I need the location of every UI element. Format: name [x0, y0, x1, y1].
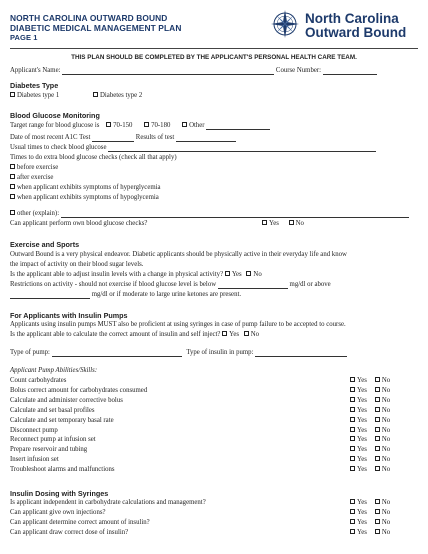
checkbox-icon[interactable] [10, 164, 15, 169]
checkbox-icon[interactable] [350, 377, 355, 382]
checkbox-icon[interactable] [244, 331, 249, 336]
calc-inject-yes-no[interactable]: Yes No [222, 331, 259, 338]
checkbox-icon[interactable] [375, 387, 380, 392]
yes-no-checkboxes[interactable]: Yes No [350, 387, 390, 395]
logo-text-line2: Outward Bound [305, 25, 407, 40]
checkbox-icon[interactable] [350, 446, 355, 451]
checkbox-icon[interactable] [10, 92, 15, 97]
checkbox-icon[interactable] [375, 377, 380, 382]
pump-type-row: Type of pump: Type of insulin in pump: [10, 349, 347, 357]
pump-skill-row: Prepare reservoir and tubing [10, 446, 88, 454]
exercise-heading: Exercise and Sports [10, 240, 80, 249]
diabetes-type1-option[interactable]: Diabetes type 1 [10, 92, 59, 100]
yes-no-checkboxes[interactable]: Yes No [350, 436, 390, 444]
checkbox-icon[interactable] [375, 407, 380, 412]
yes-no-checkboxes[interactable]: Yes No [350, 466, 390, 474]
applicant-name-field[interactable] [62, 68, 274, 75]
notice-text: THIS PLAN SHOULD BE COMPLETED BY THE APPLICANT'S PERSONAL HEALTH CARE TEAM. [71, 54, 357, 61]
pump-skill-row: Calculate and set temporary basal rate [10, 416, 114, 424]
applicant-name-label: Applicant's Name: [10, 67, 61, 74]
checkbox-icon[interactable] [106, 122, 111, 127]
yes-no-checkboxes[interactable]: Yes No [350, 397, 390, 405]
pump-skill-row: Count carbohydrates [10, 377, 67, 384]
pump-skill-row: Insert infusion set [10, 456, 59, 464]
syringe-question-row: Can applicant draw correct dose of insulin? [10, 529, 129, 536]
range-70-150-option[interactable]: 70-150 [106, 122, 132, 129]
checkbox-icon[interactable] [225, 271, 230, 276]
checkbox-icon[interactable] [375, 466, 380, 471]
yes-no-checkboxes[interactable]: Yes No [350, 529, 390, 537]
checkbox-icon[interactable] [375, 519, 380, 524]
extra-hypoglycemia[interactable]: when applicant exhibits symptoms of hypoglycemia [10, 194, 159, 202]
checkbox-icon[interactable] [350, 417, 355, 422]
pump-skill-row: Disconnect pump [10, 426, 58, 434]
diabetes-type2-option[interactable]: Diabetes type 2 [93, 92, 142, 100]
checkbox-icon[interactable] [350, 407, 355, 412]
checkbox-icon[interactable] [375, 446, 380, 451]
checkbox-icon[interactable] [375, 427, 380, 432]
checkbox-icon[interactable] [350, 509, 355, 514]
a1c-row: Date of most recent A1C Test Results of test [10, 134, 236, 142]
checkbox-icon[interactable] [350, 529, 355, 534]
pump-skill-row: Reconnect pump at infusion set [10, 436, 96, 444]
restrictions-row-2: mg/dl or if moderate to large urine ketones are present. [10, 291, 241, 299]
yes-no-checkboxes[interactable]: Yes No [350, 427, 390, 435]
restriction-high-field[interactable] [10, 292, 90, 299]
checkbox-icon[interactable] [350, 499, 355, 504]
pumps-paragraph: Applicants using insulin pumps MUST also be proficient at using syringes in case of pump failure to be accepted to course. [10, 321, 346, 328]
monitoring-heading: Blood Glucose Monitoring [10, 111, 100, 120]
a1c-results-field[interactable] [176, 135, 236, 142]
extra-hyperglycemia[interactable]: when applicant exhibits symptoms of hyperglycemia [10, 184, 161, 192]
usual-times-field[interactable] [108, 145, 376, 152]
yes-no-checkboxes[interactable]: Yes No [350, 509, 390, 517]
checkbox-icon[interactable] [350, 519, 355, 524]
logo-text-line1: North Carolina [305, 11, 399, 26]
syringe-question-row: Can applicant determine correct amount of insulin? [10, 519, 150, 526]
checkbox-icon[interactable] [375, 499, 380, 504]
checkbox-icon[interactable] [289, 220, 294, 225]
a1c-date-field[interactable] [92, 135, 134, 142]
range-other-option[interactable]: Other [182, 122, 204, 129]
header-divider [10, 48, 418, 49]
exercise-paragraph-line1: Outward Bound is a very physical endeavor. Diabetic applicants should be physically active in their everyday life and know [10, 251, 347, 258]
checkbox-icon[interactable] [182, 122, 187, 127]
form-org-title: NORTH CAROLINA OUTWARD BOUND [10, 13, 168, 23]
checkbox-icon[interactable] [350, 466, 355, 471]
checkbox-icon[interactable] [375, 509, 380, 514]
extra-after-exercise[interactable]: after exercise [10, 174, 53, 182]
yes-no-checkboxes[interactable]: Yes No [350, 417, 390, 425]
syringe-question-row: Is applicant independent in carbohydrate calculations and management? [10, 499, 206, 506]
adjust-insulin-row: Is the applicant able to adjust insulin levels with a change in physical activity? Yes No [10, 271, 262, 278]
compass-rose-logo-icon [270, 9, 300, 39]
page-label: PAGE 1 [10, 33, 38, 42]
adjust-insulin-yes-no[interactable]: Yes No [225, 271, 262, 278]
self-check-yes-no[interactable]: Yes No [262, 220, 304, 228]
form-plan-title: DIABETIC MEDICAL MANAGEMENT PLAN [10, 23, 182, 33]
checkbox-icon[interactable] [375, 417, 380, 422]
yes-no-checkboxes[interactable]: Yes No [350, 446, 390, 454]
checkbox-icon[interactable] [93, 92, 98, 97]
yes-no-checkboxes[interactable]: Yes No [350, 456, 390, 464]
applicant-name-row [10, 67, 377, 75]
extra-before-exercise[interactable]: before exercise [10, 164, 58, 172]
syringes-heading: Insulin Dosing with Syringes [10, 489, 109, 498]
checkbox-icon[interactable] [350, 397, 355, 402]
pump-skill-row: Troubleshoot alarms and malfunctions [10, 466, 115, 474]
extra-checks-label: Times to do extra blood glucose checks (check all that apply) [10, 154, 177, 161]
yes-no-checkboxes[interactable]: Yes No [350, 377, 390, 385]
course-number-label: Course Number: [275, 67, 322, 74]
checkbox-icon[interactable] [350, 436, 355, 441]
pump-skill-row: Calculate and administer corrective bolus [10, 396, 123, 404]
checkbox-icon[interactable] [246, 271, 251, 276]
checkbox-icon[interactable] [375, 397, 380, 402]
pump-abilities-heading: Applicant Pump Abilities/Skills: [10, 367, 98, 374]
checkbox-icon[interactable] [350, 387, 355, 392]
yes-no-checkboxes[interactable]: Yes No [350, 407, 390, 415]
target-range-row: Target range for blood glucose is 70-150 70-180 Other [10, 122, 270, 130]
syringe-question-row: Can applicant give own injections? [10, 509, 106, 516]
pumps-heading: For Applicants with Insulin Pumps [10, 311, 128, 320]
usual-times-row: Usual times to check blood glucose [10, 144, 376, 152]
checkbox-icon[interactable] [144, 122, 149, 127]
calc-inject-row: Is the applicant able to calculate the correct amount of insulin and self inject? Yes No [10, 331, 260, 338]
exercise-paragraph-line2: the impact of activity on their blood sugar levels. [10, 261, 144, 268]
course-number-field[interactable] [323, 68, 377, 75]
checkbox-icon[interactable] [262, 220, 267, 225]
restriction-low-field[interactable] [218, 282, 288, 289]
checkbox-icon[interactable] [350, 456, 355, 461]
range-other-field[interactable] [206, 123, 270, 130]
pump-skill-row: Bolus correct amount for carbohydrates consumed [10, 386, 148, 394]
range-70-180-option[interactable]: 70-180 [144, 122, 170, 129]
checkbox-icon[interactable] [350, 427, 355, 432]
yes-no-checkboxes[interactable]: Yes No [350, 519, 390, 527]
restrictions-row: Restrictions on activity - should not exercise if blood glucose level is below mg/dl or above [10, 281, 331, 288]
checkbox-icon[interactable] [375, 436, 380, 441]
checkbox-icon[interactable] [222, 331, 227, 336]
checkbox-icon[interactable] [10, 184, 15, 189]
checkbox-icon[interactable] [375, 456, 380, 461]
pump-insulin-type-field[interactable] [255, 350, 347, 357]
pump-skill-row: Calculate and set basal profiles [10, 406, 95, 414]
diabetes-type-heading: Diabetes Type [10, 81, 59, 90]
checkbox-icon[interactable] [10, 174, 15, 179]
pump-type-field[interactable] [52, 350, 182, 357]
checkbox-icon[interactable] [10, 210, 15, 215]
checkbox-icon[interactable] [375, 529, 380, 534]
extra-other-field[interactable] [61, 211, 409, 218]
checkbox-icon[interactable] [10, 194, 15, 199]
yes-no-checkboxes[interactable]: Yes No [350, 499, 390, 507]
extra-other-row: other (explain): [10, 210, 409, 218]
self-check-question: Can applicant perform own blood glucose checks? [10, 220, 148, 227]
